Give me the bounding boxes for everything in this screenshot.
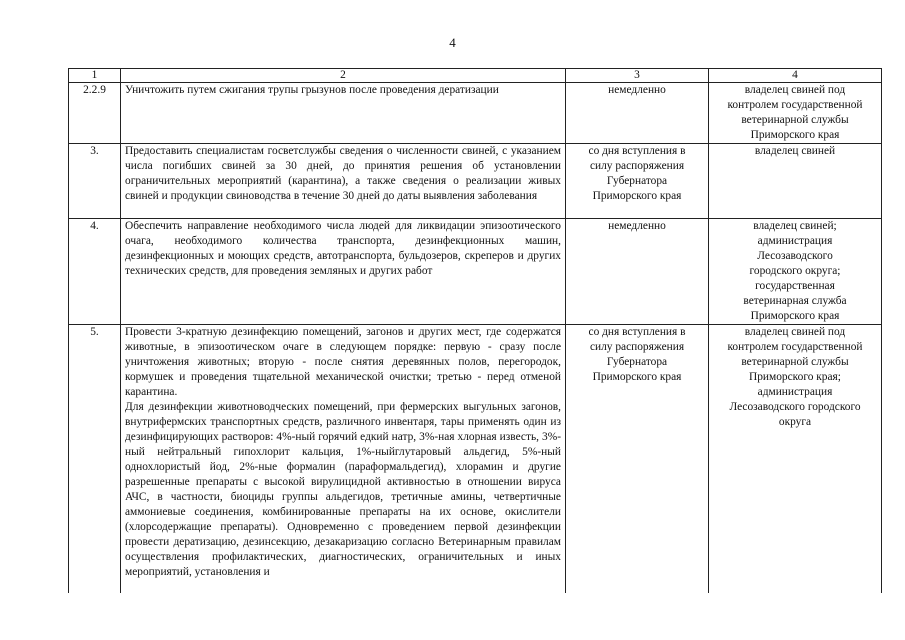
row-responsible (709, 83, 882, 144)
responsible-line: ветеринарная служба (743, 295, 847, 307)
table-row (69, 219, 882, 325)
responsible-line: Приморского края (750, 310, 840, 322)
responsible-line: ветеринарной службы (741, 114, 849, 126)
responsible-line: Приморского края (750, 129, 840, 141)
deadline-line: со дня вступления в (588, 326, 686, 338)
table-row (69, 144, 882, 219)
deadline-line: со дня вступления в (588, 145, 686, 157)
action-text: Обеспечить направление необходимого числа людей для ликвидации эпизоотического очага, необходимого количества транспорта, дезинфекционных машин, дезинфекционных и моющих средств, автотранспорта, бульдозеров, скреперов и других технических средств, для проведения земляных и других работ (125, 220, 561, 277)
responsible-line: государственная (755, 280, 835, 292)
deadline-line: Губернатора (606, 356, 668, 368)
deadline-line: силу распоряжения (589, 341, 685, 353)
measures-table (68, 68, 882, 593)
responsible-line: администрация (757, 386, 833, 398)
responsible-line: владелец свиней; (753, 220, 837, 232)
responsible-line: ветеринарной службы (741, 356, 849, 368)
responsible-line: Приморского края; (749, 371, 841, 383)
responsible-line: Лесозаводского (757, 250, 833, 262)
row-deadline (566, 83, 709, 144)
row-deadline (566, 219, 709, 325)
header-col-3: 3 (566, 69, 709, 83)
row-responsible (709, 219, 882, 325)
responsible-line: администрация (757, 235, 833, 247)
responsible-line: владелец свиней (754, 145, 836, 157)
table-row (69, 83, 882, 144)
deadline-line: немедленно (608, 220, 666, 232)
responsible-line: округа (778, 416, 812, 428)
header-col-1: 1 (69, 69, 121, 83)
responsible-line: контролем государственной (727, 99, 863, 111)
page-number: 4 (449, 35, 456, 50)
action-text: Провести 3-кратную дезинфекцию помещений, загонов и других мест, где содержатся животные, в эпизоотическом очаге в следующем порядке: первую - сразу после уничтожения животных; вторую - после снятия деревянных полов, перегородок, кормушек и проведения тщательной механической очистки; третью - перед отменой карантина. (125, 326, 561, 398)
deadline-line: Приморского края (592, 371, 682, 383)
row-responsible (709, 325, 882, 594)
deadline-line: силу распоряжения (589, 160, 685, 172)
row-action (121, 219, 566, 325)
row-action (121, 83, 566, 144)
action-text: Уничтожить путем сжигания трупы грызунов после проведения дератизации (125, 84, 499, 96)
responsible-line: контролем государственной (727, 341, 863, 353)
table-row (69, 325, 882, 594)
header-col-4: 4 (709, 69, 882, 83)
row-number: 2.2.9 (69, 83, 121, 144)
action-text: Предоставить специалистам госветслужбы сведения о численности свиней, с указанием числа погибших свиней за 30 дней, до принятия решения об установлении ограничительных мероприятий (карантина), а также сведения о реализации живых свиней и продукции свиноводства в течение 30 дней до даты выявления заболевания (125, 145, 561, 202)
row-action (121, 144, 566, 219)
responsible-line: городского округа; (749, 265, 841, 277)
deadline-line: Губернатора (606, 175, 668, 187)
row-action (121, 325, 566, 594)
deadline-line: немедленно (608, 84, 666, 96)
deadline-line: Приморского края (592, 190, 682, 202)
responsible-line: владелец свиней под (744, 326, 846, 338)
action-text: Для дезинфекции животноводческих помещений, при фермерских выгульных загонов, внутрифермских транспортных средств, различного инвентаря, тары применять один из дезинфицирующих растворов: 4%-ный горячий едкий натр, 3%-ная хлорная известь, 3%-ный нейтральный гипохлорит кальция, 1%-ныйглутаровый альдегид, 5%-ный однохлористый йод, 2%-ные формалин (параформальдегид), хлорамин и другие разрешенные препараты с высокой вирулицидной активностью в отношении вируса АЧС, в частности, биоциды группы альдегидов, третичные амины, четвертичные аммониевые соединения, комбинированные препараты на их основе, окислители (хлорсодержащие препараты). Одновременно с проведением первой дезинфекции провести дератизацию, дезинсекцию, дезакаризацию согласно Ветеринарным правилам осуществления профилактических, диагностических, ограничительных и иных мероприятий, установления и (125, 401, 561, 578)
row-deadline (566, 144, 709, 219)
row-number: 5. (69, 325, 121, 594)
header-col-2: 2 (121, 69, 566, 83)
responsible-line: Лесозаводского городского (729, 401, 861, 413)
row-number: 4. (69, 219, 121, 325)
row-number: 3. (69, 144, 121, 219)
row-deadline (566, 325, 709, 594)
table-header-row (69, 69, 882, 83)
row-responsible (709, 144, 882, 219)
responsible-line: владелец свиней под (744, 84, 846, 96)
